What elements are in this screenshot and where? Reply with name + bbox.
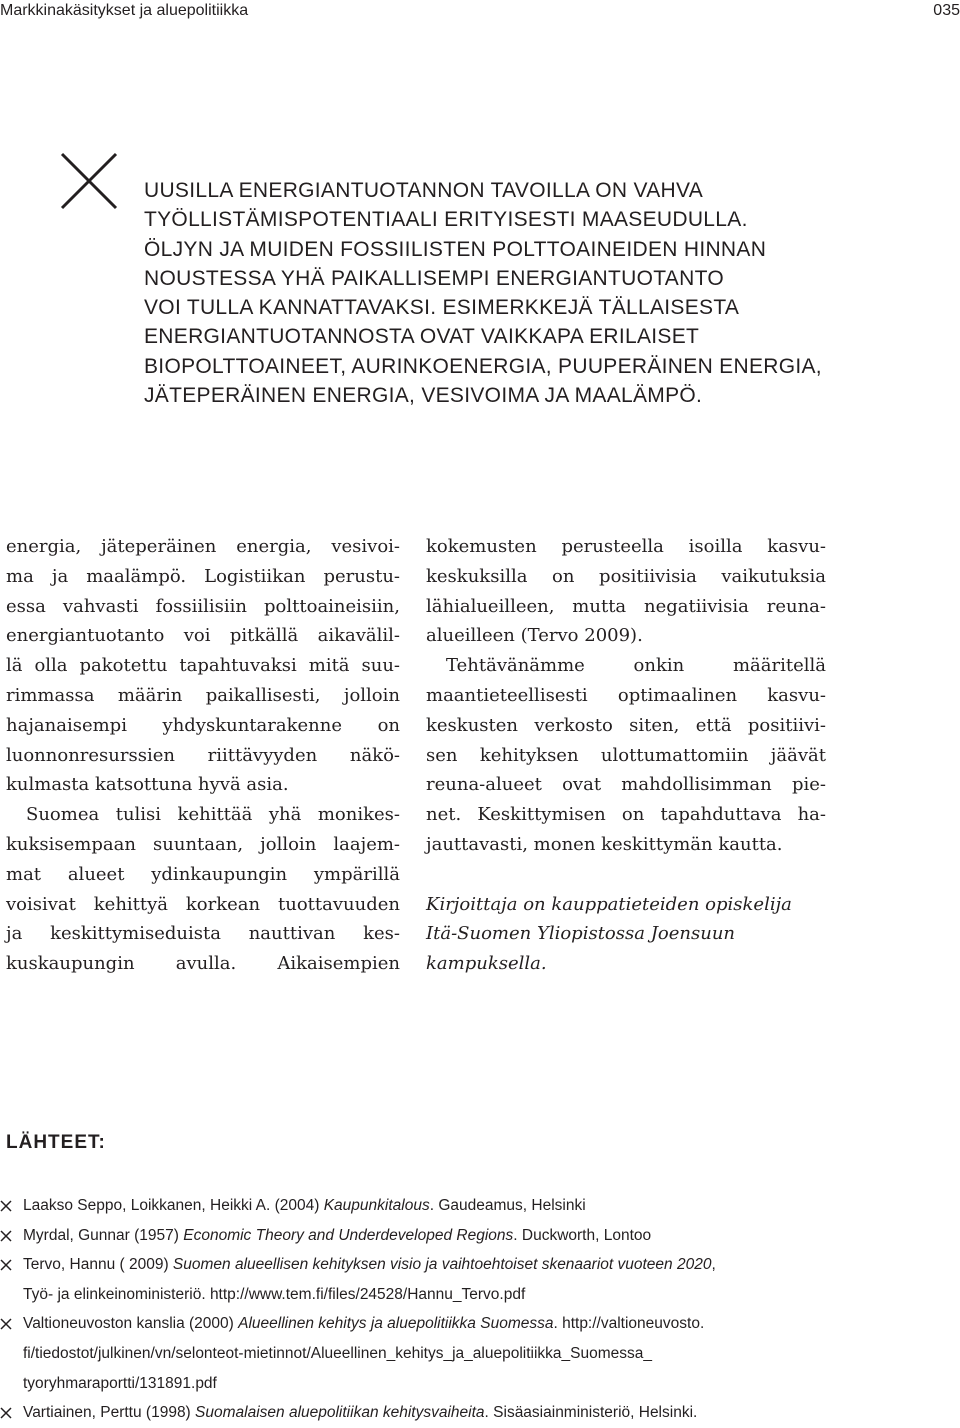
pull-quote (144, 176, 934, 410)
pull-quote-line: VOI TULLA KANNATTAVAKSI. ESIMERKKEJÄ TÄLLAISESTA (144, 296, 740, 320)
body-line: voisivat kehittyä korkean tuottavuuden (6, 893, 400, 915)
reference-item (0, 1250, 960, 1309)
body-line: energiantuotanto voi pitkällä aikavälil- (6, 625, 400, 647)
reference-url[interactable]: fi/tiedostot/julkinen/vn/selonteot-mietinnot/Alueellinen_kehitys_ja_aluepolitiikka_Suomessa_ (23, 1344, 652, 1362)
author-note-line: Itä-Suomen Yliopistossa Joensuun (426, 923, 736, 945)
reference-line (23, 1221, 960, 1251)
author-note-line: Kirjoittaja on kauppatieteiden opiskelija (426, 893, 792, 915)
reference-title: Suomen alueellisen kehityksen visio ja vaihtoehtoiset skenaariot vuoteen 2020 (172, 1256, 712, 1274)
reference-line (23, 1309, 960, 1339)
reference-title: Alueellinen kehitys ja aluepolitiikka Suomessa (238, 1315, 554, 1333)
body-line: lä olla pakotettu tapahtuvaksi mitä suu- (6, 655, 400, 677)
running-title: Markkinakäsitykset ja aluepolitiikka (0, 2, 249, 19)
body-column-right (426, 532, 826, 979)
body-line: sen kehityksen ulottumattomiin jäävät (426, 744, 826, 766)
cross-icon (0, 1230, 12, 1242)
body-line: energia, jäteperäinen energia, vesivoi- (6, 536, 400, 557)
reference-line (23, 1191, 960, 1221)
body-line: kuskaupungin avulla. Aikaisempien (6, 953, 400, 975)
pull-quote-line: JÄTEPERÄINEN ENERGIA, VESIVOIMA JA MAALÄMPÖ. (144, 384, 703, 408)
cross-icon (0, 1318, 12, 1330)
page-number: 035 (933, 2, 960, 19)
body-line: Tehtävänämme onkin määritellä (446, 655, 826, 677)
reference-item (0, 1398, 960, 1428)
reference-url[interactable]: Työ- ja elinkeinoministeriö. http://www.tem.fi/files/24528/Hannu_Tervo.pdf (23, 1285, 526, 1303)
body-line: hajanaisempi yhdyskuntarakenne on (6, 714, 400, 736)
reference-publisher: . Gaudeamus, Helsinki (429, 1197, 586, 1214)
pull-quote-line: ENERGIANTUOTANNOSTA OVAT VAIKKAPA ERILAISET (144, 325, 700, 349)
reference-item (0, 1309, 960, 1398)
reference-title: Suomalaisen aluepolitiikan kehitysvaiheita (195, 1404, 485, 1422)
reference-line (23, 1250, 960, 1280)
reference-publisher: . Sisäasiainministeriö, Helsinki. (484, 1404, 698, 1422)
body-column-left (6, 532, 400, 979)
author-note-line: kampuksella. (426, 953, 547, 975)
body-line: kuksisempaan suuntaan, jolloin laajem- (6, 833, 400, 855)
body-line: maantieteellisesti optimaalinen kasvu- (426, 684, 826, 706)
pull-quote-line: NOUSTESSA YHÄ PAIKALLISEMPI ENERGIANTUOTANTO (144, 266, 724, 290)
body-line: luonnonresurssien riittävyyden näkö- (6, 744, 400, 766)
reference-author: Laakso Seppo, Loikkanen, Heikki A. (2004) (23, 1197, 324, 1214)
reference-list (0, 1191, 960, 1428)
reference-url[interactable]: . http://valtioneuvosto. (553, 1315, 705, 1333)
page-header (0, 2, 960, 26)
reference-author: Tervo, Hannu ( 2009) (23, 1256, 173, 1274)
reference-title: Kaupunkitalous (323, 1197, 430, 1214)
body-line: mat alueet ydinkaupungin ympärillä (6, 863, 400, 885)
reference-item (0, 1221, 960, 1251)
pull-quote-line: ÖLJYN JA MUIDEN FOSSIILISTEN POLTTOAINEIDEN HINNAN (144, 237, 767, 261)
reference-url[interactable]: tyoryhmaraportti/131891.pdf (23, 1374, 217, 1392)
pull-quote-line: BIOPOLTTOAINEET, AURINKOENERGIA, PUUPERÄINEN ENERGIA, (144, 354, 822, 378)
body-line: net. Keskittymisen on tapahduttava ha- (426, 804, 826, 826)
reference-item (0, 1191, 960, 1221)
body-line: Suomea tulisi kehittää yhä monikes- (26, 804, 400, 826)
body-line: kulmasta katsottuna hyvä asia. (6, 774, 289, 796)
cross-icon (0, 1259, 12, 1271)
body-line: keskusten verkosto siten, että positiivi- (426, 714, 826, 736)
body-line: kokemusten perusteella isoilla kasvu- (426, 536, 826, 557)
body-line: ja keskittymiseduista nauttivan kes- (6, 923, 400, 945)
cross-icon (0, 1407, 12, 1419)
pull-quote-line: TYÖLLISTÄMISPOTENTIAALI ERITYISESTI MAASEUDULLA. (144, 208, 748, 232)
reference-author: Vartiainen, Perttu (1998) (23, 1404, 196, 1422)
reference-publisher: , (711, 1256, 716, 1274)
reference-author: Myrdal, Gunnar (1957) (23, 1226, 184, 1244)
body-line: reuna-alueet ovat mahdollisimman pie- (426, 774, 826, 796)
body-line: lähialueilleen, mutta negatiivisia reuna- (426, 595, 826, 617)
body-line: ma ja maalämpö. Logistiikan perustu- (6, 565, 400, 587)
cross-icon (0, 1200, 12, 1212)
body-line: jauttavasti, monen keskittymän kautta. (426, 833, 783, 855)
pull-quote-line: UUSILLA ENERGIANTUOTANNON TAVOILLA ON VAHVA (144, 179, 704, 202)
blank-line (426, 860, 826, 890)
reference-author: Valtioneuvoston kanslia (2000) (23, 1315, 239, 1333)
reference-title: Economic Theory and Underdeveloped Regions (183, 1226, 514, 1244)
reference-publisher: . Duckworth, Lontoo (513, 1226, 652, 1244)
reference-line (23, 1398, 960, 1428)
cross-icon (60, 152, 118, 210)
body-line: rimmassa määrin paikallisesti, jolloin (6, 684, 400, 706)
body-line: keskuksilla on positiivisia vaikutuksia (426, 565, 826, 587)
body-line: alueilleen (Tervo 2009). (426, 625, 643, 647)
body-line: essa vahvasti fossiilisiin polttoaineisiin, (6, 595, 400, 617)
sources-heading: LÄHTEET: (6, 1132, 106, 1153)
